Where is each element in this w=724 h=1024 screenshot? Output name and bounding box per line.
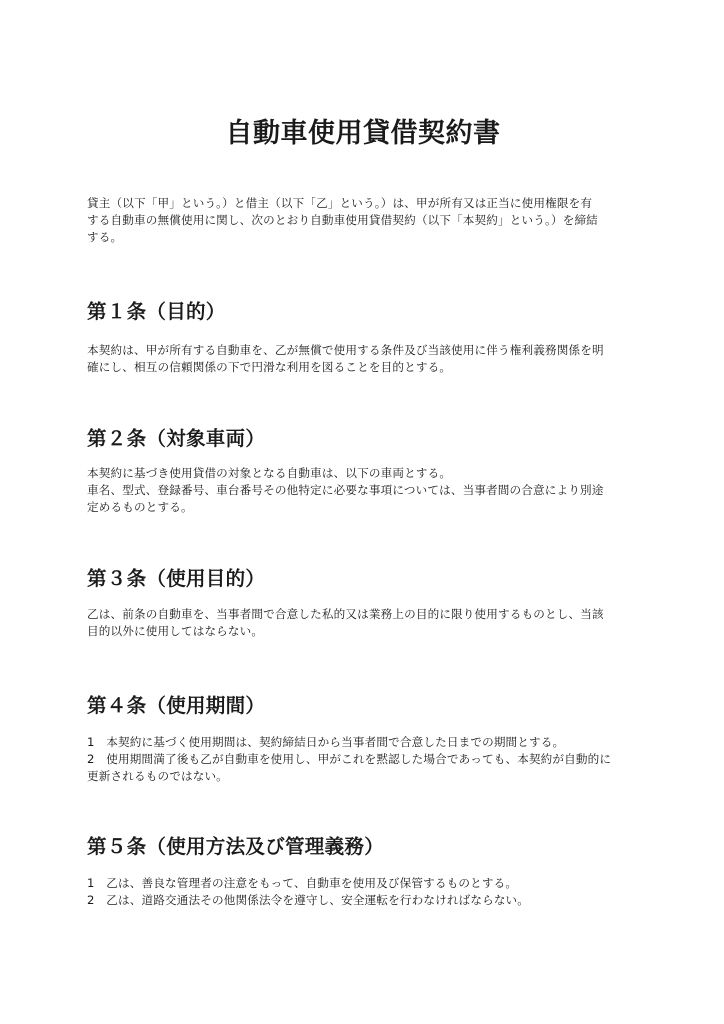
article-line: 本契約は、甲が所有する自動車を、乙が無償で使用する条件及び当該使用に伴う権利義務関係を明 — [87, 343, 604, 357]
article-line: 1 本契約に基づく使用期間は、契約締結日から当事者間で合意した日までの期間とする。 — [87, 735, 565, 749]
article-line: 1 乙は、善良な管理者の注意をもって、自動車を使用及び保管するものとする。 — [87, 876, 518, 890]
article-line: 目的以外に使用してはならない。 — [87, 624, 264, 638]
article-1-body — [87, 342, 639, 376]
article-3-heading: 第３条（使用目的） — [87, 567, 266, 590]
document-title: 自動車使用貸借契約書 — [225, 118, 501, 149]
article-line: 更新されるものではない。 — [87, 769, 228, 783]
article-line: 2 使用期間満了後も乙が自動車を使用し、甲がこれを黙認した場合であっても、本契約が自動的に — [87, 752, 612, 766]
article-3-body — [87, 606, 639, 640]
article-4-heading: 第４条（使用期間） — [87, 694, 266, 717]
article-2-heading: 第２条（対象車両） — [87, 427, 266, 450]
article-4-body — [87, 734, 639, 785]
article-line: 確にし、相互の信頼関係の下で円滑な利用を図ることを目的とする。 — [87, 360, 452, 374]
article-line: 車名、型式、登録番号、車台番号その他特定に必要な事項については、当事者間の合意により別途 — [87, 483, 604, 497]
article-line: 定めるものとする。 — [87, 500, 193, 514]
article-line: 乙は、前条の自動車を、当事者間で合意した私的又は業務上の目的に限り使用するものとし、当該 — [87, 607, 604, 621]
article-1-heading: 第１条（目的） — [87, 300, 226, 323]
article-5-heading: 第５条（使用方法及び管理義務） — [87, 835, 385, 858]
article-5-body — [87, 875, 639, 909]
preamble-paragraph — [87, 195, 639, 246]
article-2-body — [87, 465, 639, 516]
article-line: 2 乙は、道路交通法その他関係法令を遵守し、安全運転を行わなければならない。 — [87, 893, 530, 907]
preamble-line: する。 — [87, 230, 123, 244]
article-line: 本契約に基づき使用貸借の対象となる自動車は、以下の車両とする。 — [87, 466, 452, 480]
preamble-line: 貸主（以下「甲」という。）と借主（以下「乙」という。）は、甲が所有又は正当に使用権限を有 — [87, 196, 593, 210]
preamble-line: する自動車の無償使用に関し、次のとおり自動車使用貸借契約（以下「本契約」という。）を締結 — [87, 213, 598, 227]
